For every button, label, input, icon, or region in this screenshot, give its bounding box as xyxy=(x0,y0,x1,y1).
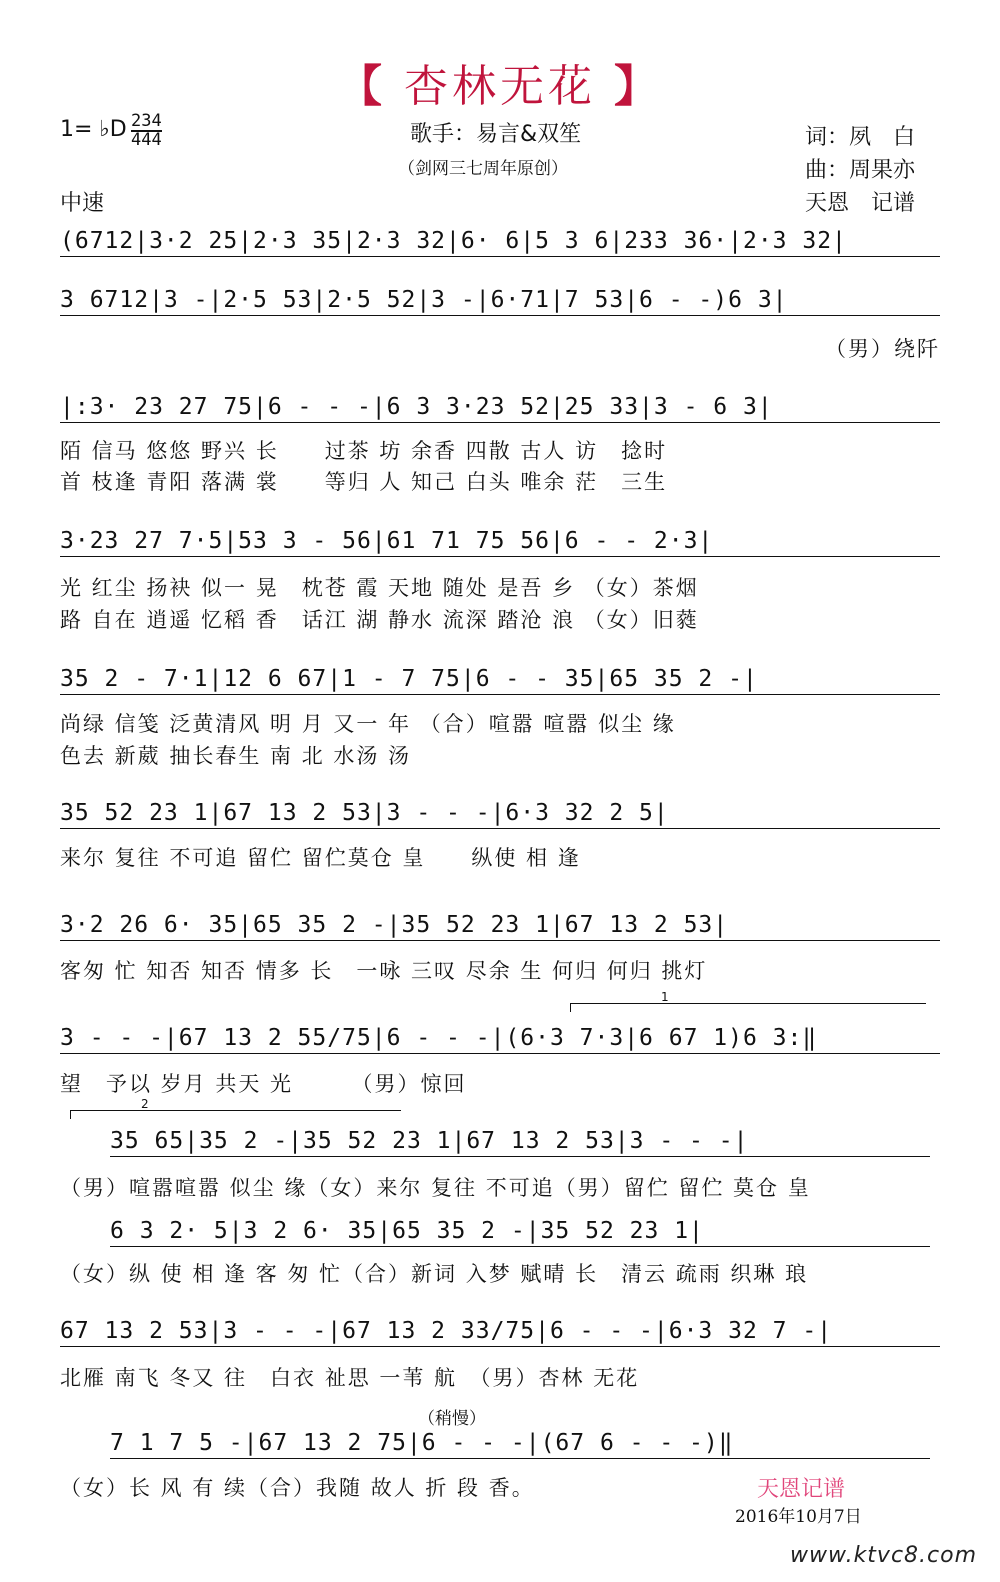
page-title: 【 杏林无花 】 xyxy=(338,61,662,112)
notation-line-1: (6712|3·2 25|2·3 35|2·3 32|6· 6|5 3 6|233 36·|2·3 32| xyxy=(60,228,940,257)
lyric-line-3b: 首 枝逢 青阳 落满 裳 等归 人 知己 白头 唯余 茫 三生 xyxy=(60,470,668,494)
notation-line-12: 7 1 7 5 -|67 13 2 75|6 - - -|(67 6 - - -)‖ xyxy=(110,1430,930,1459)
notation-line-10: 6 3 2· 5|3 2 6· 35|65 35 2 -|35 52 23 1| xyxy=(110,1218,930,1247)
site-url: www.ktvc8.com xyxy=(790,1543,978,1568)
lyric-line-4b: 路 自在 逍遥 忆稻 香 话江 湖 静水 流深 踏沧 浪 （女）旧蕤 xyxy=(60,608,699,632)
lyric-line-2: （男）绕阡 xyxy=(825,337,940,361)
time-signature: 234 444 xyxy=(131,111,162,150)
lyric-line-7: 客匆 忙 知否 知否 情多 长 一咏 三叹 尽余 生 何归 何归 挑灯 xyxy=(60,959,708,983)
volta-bracket-2: 2 xyxy=(70,1110,401,1119)
notation-line-3: |:3· 23 27 75|6 - - -|6 3 3·23 52|25 33|3 - 6 3| xyxy=(60,394,940,423)
lyricist-credit: 词：夙 白 xyxy=(805,125,916,150)
notation-line-6: 35 52 23 1|67 13 2 53|3 - - -|6·3 32 2 5| xyxy=(60,800,940,829)
notation-line-2: 3 6712|3 -|2·5 53|2·5 52|3 -|6·71|7 53|6 - -)6 3| xyxy=(60,287,940,316)
lyric-line-12: （女）长 风 有 续（合）我随 故人 折 段 香。 xyxy=(60,1476,535,1500)
notation-line-4: 3·23 27 7·5|53 3 - 56|61 71 75 56|6 - - 2·3| xyxy=(60,528,940,557)
composer-credit: 曲：周果亦 xyxy=(805,158,916,183)
transcriber-credit: 天恩 记谱 xyxy=(805,191,916,216)
lyric-line-5a: 尚绿 信笺 泛黄清风 明 月 又一 年 （合）喧嚣 喧嚣 似尘 缘 xyxy=(60,712,676,736)
notation-line-11: 67 13 2 53|3 - - -|67 13 2 33/75|6 - - -|6·3 32 7 -| xyxy=(60,1318,940,1347)
watermark-stamp: 天恩记谱 xyxy=(757,1477,846,1502)
tempo-mark-slower: （稍慢） xyxy=(418,1409,486,1429)
lyric-line-8: 望 予以 岁月 共天 光 （男）惊回 xyxy=(60,1072,467,1096)
notation-line-8: 3 - - -|67 13 2 55/75|6 - - -|(6·3 7·3|6 67 1)6 3:‖ xyxy=(60,1025,940,1054)
lyric-line-4a: 光 红尘 扬袂 似一 晃 枕苍 霞 天地 随处 是吾 乡 （女）茶烟 xyxy=(60,576,699,600)
lyric-line-11: 北雁 南飞 冬又 往 白衣 祉思 一苇 航 （男）杏林 无花 xyxy=(60,1366,640,1390)
singer-credit: 歌手：易言&双笙 xyxy=(410,122,582,147)
key-signature: 1= ♭D xyxy=(60,117,127,142)
transcription-date: 2016年10月7日 xyxy=(735,1507,862,1527)
volta-bracket-1: 1 xyxy=(570,1003,926,1012)
lyric-line-9: （男）喧嚣喧嚣 似尘 缘（女）来尔 复往 不可追（男）留伫 留伫 莫仓 皇 xyxy=(60,1176,811,1200)
lyric-line-3a: 陌 信马 悠悠 野兴 长 过茶 坊 余香 四散 古人 访 捻时 xyxy=(60,439,668,463)
notation-line-7: 3·2 26 6· 35|65 35 2 -|35 52 23 1|67 13 2 53| xyxy=(60,912,940,941)
lyric-line-6: 来尔 复往 不可追 留伫 留伫莫仓 皇 纵使 相 逢 xyxy=(60,846,581,870)
lyric-line-5b: 色去 新葳 抽长春生 南 北 水汤 汤 xyxy=(60,744,412,768)
notation-line-9: 35 65|35 2 -|35 52 23 1|67 13 2 53|3 - - -| xyxy=(110,1128,930,1157)
subtitle: （剑网三七周年原创） xyxy=(398,159,568,179)
song-title: 杏林无花 xyxy=(404,61,596,112)
notation-line-5: 35 2 - 7·1|12 6 67|1 - 7 75|6 - - 35|65 35 2 -| xyxy=(60,666,940,695)
tempo-marking: 中速 xyxy=(60,191,105,216)
lyric-line-10: （女）纵 使 相 逢 客 匆 忙（合）新词 入梦 赋晴 长 清云 疏雨 织琳 琅 xyxy=(60,1262,809,1286)
